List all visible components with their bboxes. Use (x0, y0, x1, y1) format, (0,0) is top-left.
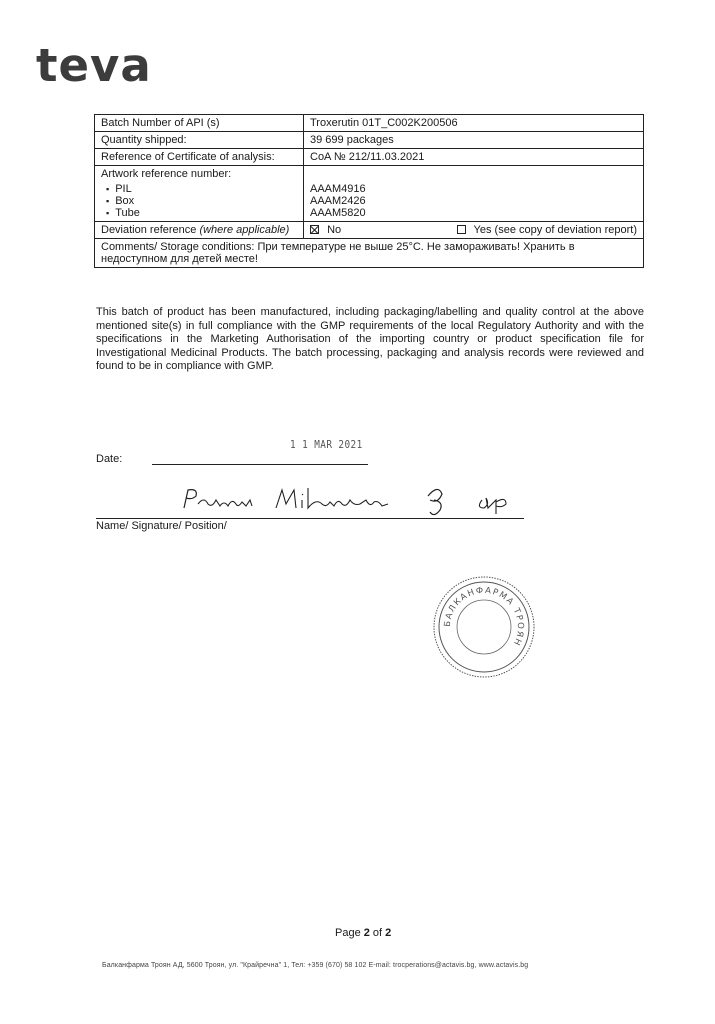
batch-value: Troxerutin 01T_C002K200506 (304, 115, 644, 132)
deviation-yes-label: Yes (see copy of deviation report) (473, 224, 637, 236)
artwork-values-cell (304, 166, 644, 222)
date-label: Date: (96, 453, 123, 465)
signature-label: Name/ Signature/ Position/ (96, 520, 227, 532)
checkbox-icon[interactable] (457, 225, 466, 234)
deviation-label: Deviation reference (101, 224, 197, 236)
artwork-value: AAAM5820 (310, 207, 366, 219)
coa-value: CoA № 212/11.03.2021 (304, 149, 644, 166)
quantity-value: 39 699 packages (304, 132, 644, 149)
table-row (95, 132, 644, 149)
artwork-list (101, 183, 297, 219)
quantity-label: Quantity shipped: (95, 132, 304, 149)
handwritten-signature (176, 478, 526, 520)
checked-checkbox-icon[interactable] (310, 225, 319, 234)
batch-info-table (94, 114, 644, 268)
company-stamp (432, 575, 536, 679)
artwork-cell (95, 166, 304, 222)
comments-cell: Comments/ Storage conditions: При температуре не выше 25°C. Не замораживать! Хранить в недоступном для детей месте! (95, 239, 644, 268)
artwork-label: Artwork reference number: (101, 168, 232, 180)
signature-line (96, 518, 524, 519)
deviation-label-note: (where applicable) (199, 224, 290, 236)
artwork-value: AAAM2426 (310, 195, 366, 207)
artwork-values (310, 183, 637, 219)
deviation-options-cell (304, 222, 644, 239)
coa-label: Reference of Certificate of analysis: (95, 149, 304, 166)
table-row (95, 239, 644, 268)
page-prefix: Page (335, 927, 364, 939)
deviation-no-label: No (327, 224, 342, 236)
signature-text: Penka Milanova QP (176, 478, 185, 479)
page-number (335, 927, 391, 939)
list-item: ▪ PIL (106, 183, 297, 195)
list-item: ▪ Box (106, 195, 297, 207)
logo-text: teva (36, 39, 152, 92)
page-of: of (369, 927, 386, 939)
list-item: ▪ Tube (106, 207, 297, 219)
table-row (95, 222, 644, 239)
page-current: 2 (363, 927, 370, 939)
gmp-statement: This batch of product has been manufactured, including packaging/labelling and quality control at the above mentioned site(s) in full compliance with the GMP requirements of the local Regulatory Authority and with the specifications in the Marketing Authorisation of the importing country or product specification file for Investigational Medicinal Products. The batch processing, packaging and analysis records were reviewed and found to be in compliance with GMP. (96, 306, 644, 372)
deviation-options (310, 224, 637, 236)
deviation-label-cell (95, 222, 304, 239)
deviation-no-option[interactable] (310, 224, 341, 236)
date-line (152, 464, 368, 465)
footer-address: Балканфарма Троян АД, 5600 Троян, ул. "Крайречна" 1, Тел: +359 (670) 58 102 E-mail: trocperations@actavis.bg, www.actavis.bg (102, 962, 529, 969)
table-row (95, 115, 644, 132)
table-row (95, 149, 644, 166)
table-row (95, 166, 644, 222)
svg-text:БАЛКАНФАРМА ТРОЯН (443, 586, 525, 648)
teva-logo (36, 40, 162, 92)
page-total: 2 (385, 927, 392, 939)
stamp-text: БАЛКАНФАРМА ТРОЯН (442, 585, 526, 648)
deviation-yes-option[interactable] (457, 224, 637, 236)
artwork-value: AAAM4916 (310, 183, 366, 195)
batch-label: Batch Number of API (s) (95, 115, 304, 132)
date-stamp: 1 1 MAR 2021 (290, 438, 363, 451)
